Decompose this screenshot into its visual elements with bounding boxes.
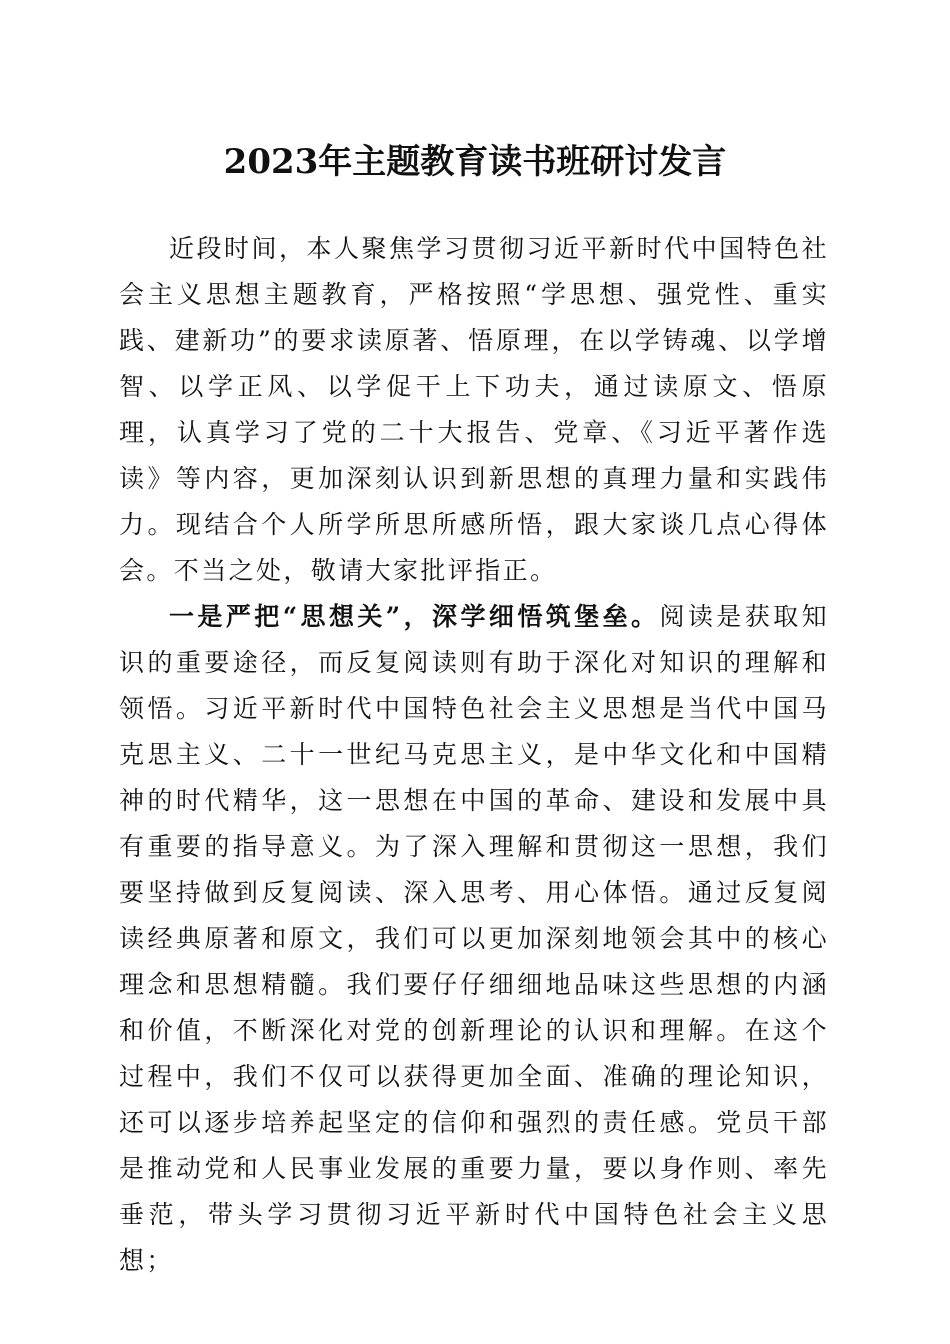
paragraph-lead: 一是严把“思想关”，深学细悟筑堡垒。 <box>169 602 660 631</box>
paragraph-intro <box>119 226 829 594</box>
paragraph-text: 近段时间，本人聚焦学习贯彻习近平新时代中国特色社会主义思想主题教育，严格按照“学思想、强党性、重实践、建新功”的要求读原著、悟原理，在以学铸魂、以学增智、以学正风、以学促干上下功夫，通过读原文、悟原理，认真学习了党的二十大报告、党章、《习近平著作选读》等内容，更加深刻认识到新思想的真理力量和实践伟力。现结合个人所学所思所感所悟，跟大家谈几点心得体会。不当之处，敬请大家批评指正。 <box>119 234 829 585</box>
document-body <box>119 226 829 1284</box>
document-title: 2023年主题教育读书班研讨发言 <box>223 142 727 182</box>
paragraph-text: 阅读是获取知识的重要途径，而反复阅读则有助于深化对知识的理解和领悟。习近平新时代中国特色社会主义思想是当代中国马克思主义、二十一世纪马克思主义，是中华文化和中国精神的时代精华，这一思想在中国的革命、建设和发展中具有重要的指导意义。为了深入理解和贯彻这一思想，我们要坚持做到反复阅读、深入思考、用心体悟。通过反复阅读经典原著和原文，我们可以更加深刻地领会其中的核心理念和思想精髓。我们要仔仔细细地品味这些思想的内涵和价值，不断深化对党的创新理论的认识和理解。在这个过程中，我们不仅可以获得更加全面、准确的理论知识，还可以逐步培养起坚定的信仰和强烈的责任感。党员干部是推动党和人民事业发展的重要力量，要以身作则、率先垂范，带头学习贯彻习近平新时代中国特色社会主义思想； <box>119 602 829 1275</box>
paragraph-point-one <box>119 594 829 1284</box>
